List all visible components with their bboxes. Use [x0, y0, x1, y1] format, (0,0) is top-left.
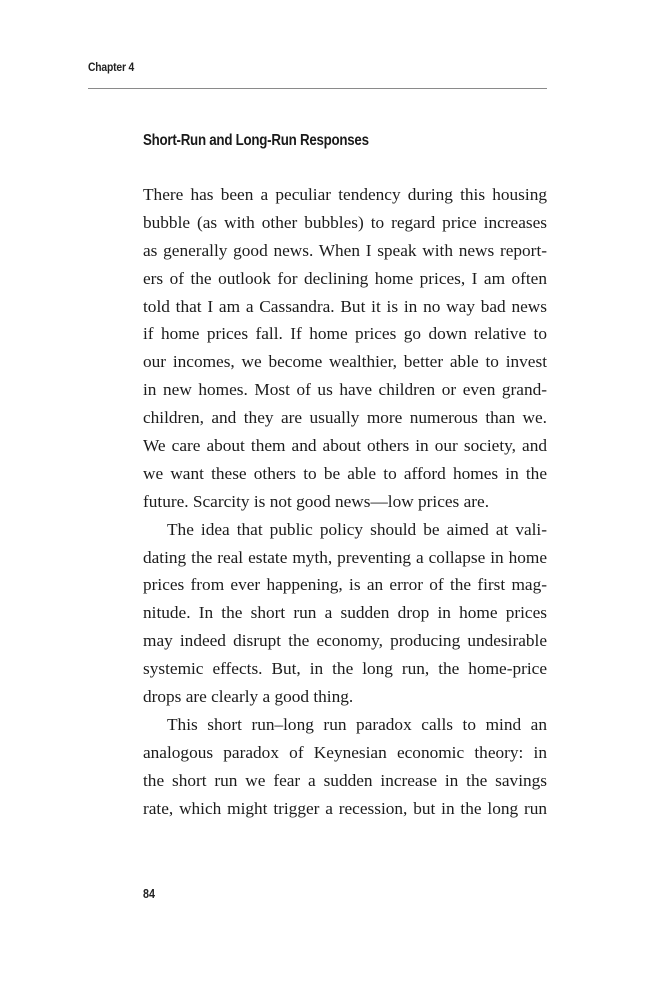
text-line: told that I am a Cassandra. But it is in no way bad news	[143, 296, 547, 316]
text-line: in new homes. Most of us have children or even grand-	[143, 380, 547, 400]
text-line: bubble (as with other bubbles) to regard price increases	[143, 212, 547, 232]
text-line: There has been a peculiar tendency during this housing	[143, 185, 547, 204]
text-line: if home prices fall. If home prices go down relative to	[143, 324, 547, 344]
text-line: We care about them and about others in our society, and	[143, 436, 547, 456]
page-number: 84	[143, 887, 155, 901]
text-line: children, and they are usually more numerous than we.	[143, 408, 547, 428]
body-text	[143, 181, 547, 822]
text-line: as generally good news. When I speak with news report-	[143, 240, 547, 260]
text-line: drops are clearly a good thing.	[143, 687, 354, 707]
text-line: we want these others to be able to afford homes in the	[143, 463, 547, 483]
header-rule	[88, 88, 547, 89]
running-head: Chapter 4	[88, 60, 135, 74]
text-line: our incomes, we become wealthier, better able to invest	[143, 352, 547, 372]
section-heading: Short-Run and Long-Run Responses	[143, 132, 369, 149]
text-line: systemic effects. But, in the long run, the home-price	[143, 659, 547, 679]
text-line: may indeed disrupt the economy, producing undesirable	[143, 631, 547, 651]
text-line: ers of the outlook for declining home prices, I am often	[143, 268, 547, 288]
text-line: This short run–long run paradox calls to mind an	[167, 714, 547, 734]
text-line: rate, which might trigger a recession, but in the long run	[143, 798, 547, 818]
text-line: nitude. In the short run a sudden drop in home prices	[143, 603, 547, 623]
text-line: dating the real estate myth, preventing a collapse in home	[143, 547, 547, 567]
text-line: The idea that public policy should be aimed at vali-	[167, 519, 547, 539]
text-line: future. Scarcity is not good news—low prices are.	[143, 491, 490, 511]
text-line: prices from ever happening, is an error of the first mag-	[143, 575, 547, 595]
text-line: analogous paradox of Keynesian economic theory: in	[143, 742, 547, 762]
text-line: the short run we fear a sudden increase in the savings	[143, 770, 547, 790]
